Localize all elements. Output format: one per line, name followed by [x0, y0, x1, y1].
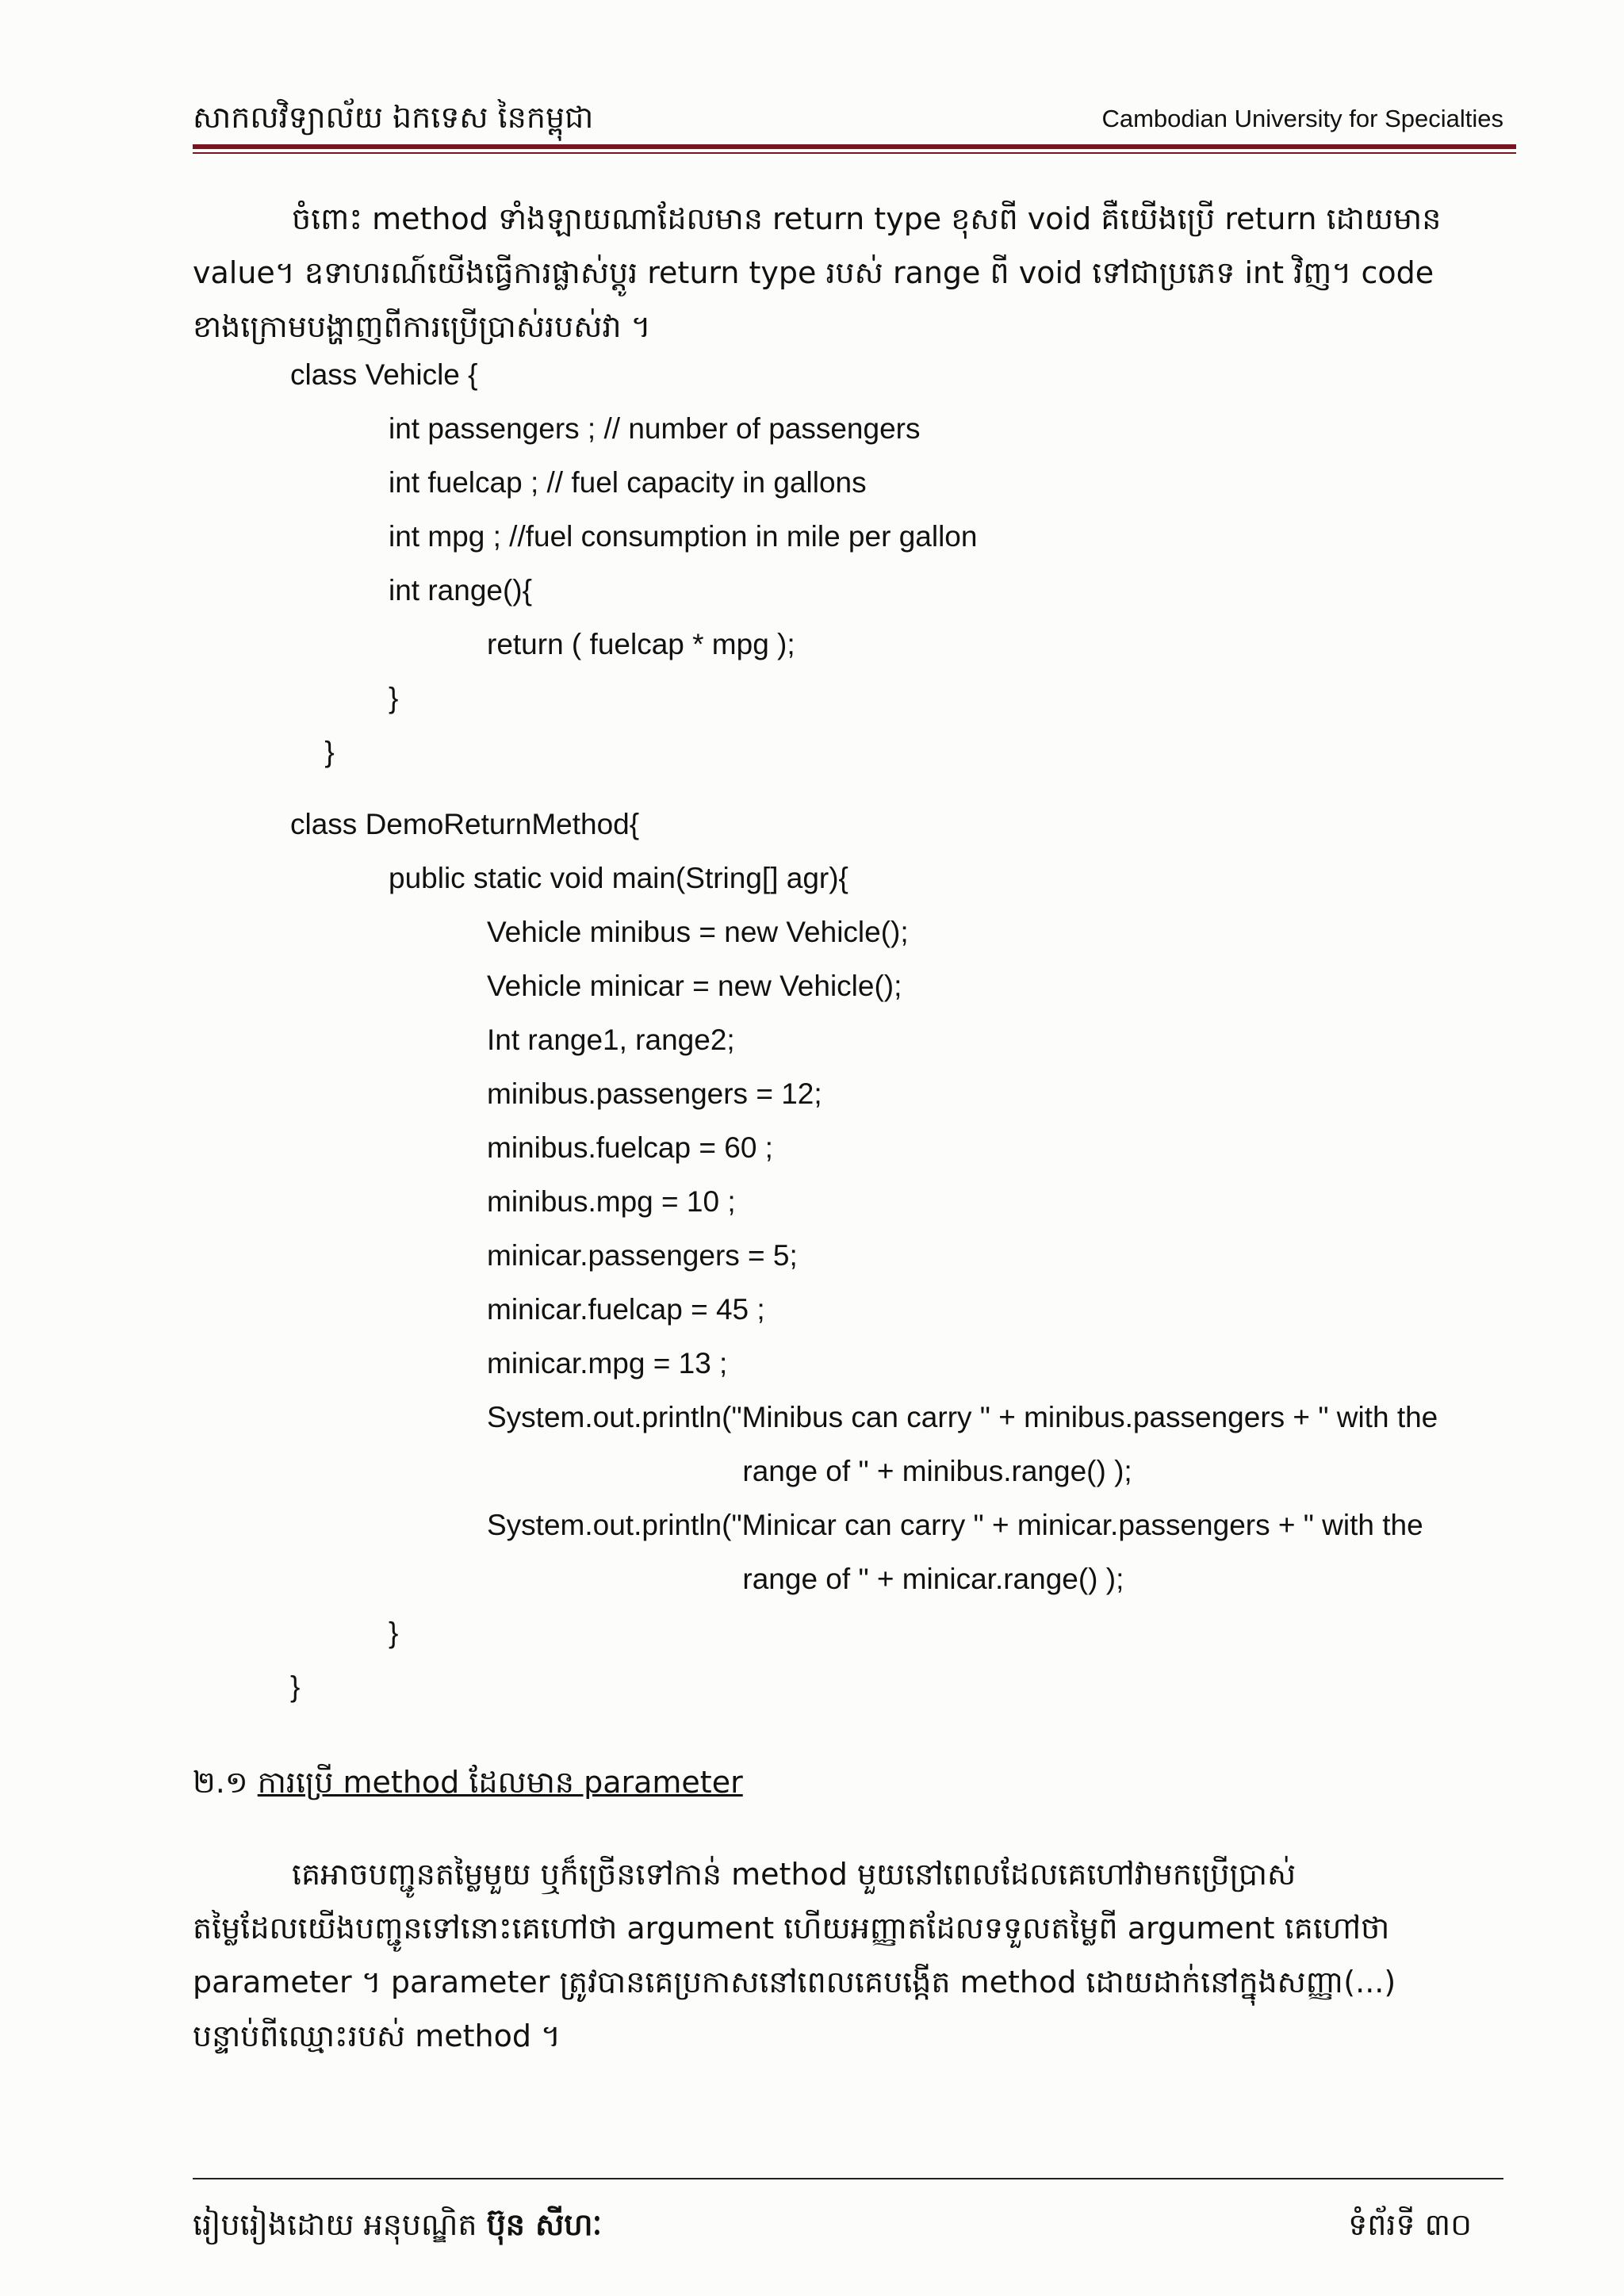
- body-paragraph: [193, 1847, 1509, 2063]
- intro-line: ចំពោះ method ទាំងឡាយណាដែលមាន return type ខុសពី void គឺយើងប្រើ return ដោយមាន: [292, 201, 1442, 236]
- intro-line: value។ ឧទាហរណ៍យើងធ្វើការផ្លាស់ប្តូរ return type របស់ range ពី void ទៅជាប្រភេទ int វិញ។ code: [193, 255, 1434, 290]
- footer-prefix: រៀបរៀងដោយ អនុបណ្ឌិត: [193, 2207, 477, 2242]
- intro-line: ខាងក្រោមបង្ហាញពីការប្រើប្រាស់របស់វា ។: [193, 309, 651, 344]
- code-line: }: [324, 736, 335, 768]
- section-heading: [193, 1763, 743, 1808]
- code-line: range of " + minicar.range() );: [742, 1563, 1124, 1595]
- code-line: return ( fuelcap * mpg );: [487, 628, 795, 660]
- intro-paragraph: [193, 192, 1509, 354]
- code-line: minicar.mpg = 13 ;: [487, 1347, 728, 1380]
- code-line: }: [389, 682, 399, 714]
- body-line: គេអាចបញ្ជូនតម្លៃមួយ ឬក៏ច្រើនទៅកាន់ method មួយនៅពេលដែលគេហៅវាមកប្រើប្រាស់: [292, 1857, 1297, 1892]
- code-line: int mpg ; //fuel consumption in mile per gallon: [389, 520, 978, 553]
- header-university-english: Cambodian University for Specialties: [1101, 105, 1503, 132]
- code-line: int range(){: [389, 574, 532, 607]
- code-line: range of " + minibus.range() );: [742, 1455, 1132, 1487]
- header-rule-thin: [193, 152, 1516, 154]
- code-line: int passengers ; // number of passengers: [389, 412, 921, 445]
- body-line: parameter ។ parameter ត្រូវបានគេប្រកាសនៅពេលគេបង្កើត method ដោយដាក់នៅក្នុងសញ្ញា(...): [193, 1965, 1396, 1999]
- body-line: តម្លៃដែលយើងបញ្ជូនទៅនោះគេហៅថា argument ហើយអញ្ញាតដែលទទួលតម្លៃពី argument គេហៅថា: [193, 1911, 1390, 1946]
- footer-author-name: ប៊ុន សីហៈ: [486, 2207, 603, 2242]
- code-line: }: [389, 1617, 399, 1649]
- header-rule: [193, 144, 1516, 149]
- body-line: បន្ទាប់ពីឈ្មោះរបស់ method ។: [193, 2019, 561, 2053]
- code-line: minibus.mpg = 10 ;: [487, 1185, 736, 1218]
- code-line: public static void main(String[] agr){: [389, 862, 848, 894]
- code-line: class DemoReturnMethod{: [290, 808, 640, 840]
- code-line: System.out.println("Minicar can carry " + minicar.passengers + " with the: [487, 1509, 1423, 1541]
- code-line: minicar.passengers = 5;: [487, 1239, 798, 1272]
- code-line: class Vehicle {: [290, 358, 478, 391]
- code-line: Vehicle minibus = new Vehicle();: [487, 916, 909, 948]
- footer-rule: [193, 2178, 1503, 2179]
- code-line: minibus.passengers = 12;: [487, 1077, 822, 1110]
- code-line: int fuelcap ; // fuel capacity in gallons: [389, 466, 867, 499]
- code-line: }: [290, 1670, 301, 1703]
- code-line: minibus.fuelcap = 60 ;: [487, 1131, 773, 1164]
- code-line: minicar.fuelcap = 45 ;: [487, 1293, 765, 1326]
- code-line: Int range1, range2;: [487, 1024, 735, 1056]
- section-title: ការប្រើ method ដែលមាន parameter: [257, 1765, 743, 1800]
- header-university-khmer: សាកលវិទ្យាល័យ ឯកទេស នៃកម្ពុជា: [193, 100, 594, 135]
- footer-author: [193, 2206, 602, 2250]
- footer-page-number: ទំព័រទី ៣០: [1348, 2207, 1472, 2242]
- section-number: ២.១: [193, 1765, 248, 1800]
- code-line: System.out.println("Minibus can carry " + minibus.passengers + " with the: [487, 1401, 1438, 1433]
- code-line: Vehicle minicar = new Vehicle();: [487, 970, 902, 1002]
